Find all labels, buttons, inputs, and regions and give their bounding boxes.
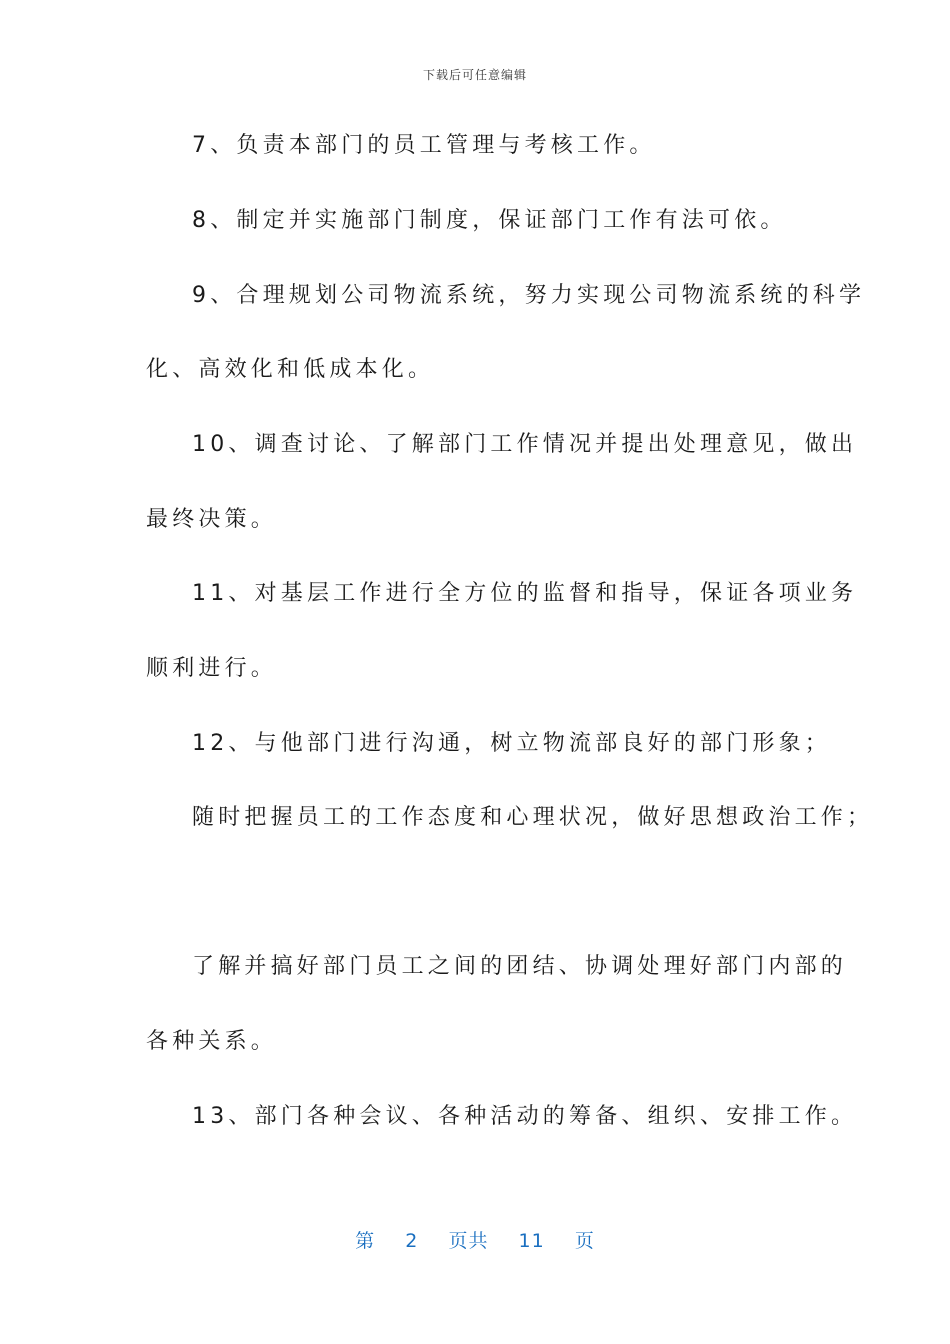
paragraph-line: 9、合理规划公司物流系统，努力实现公司物流系统的科学 [192,283,866,308]
paragraph-line: 7、负责本部门的员工管理与考核工作。 [192,133,656,158]
footer-middle: 页共 [448,1230,489,1252]
paragraph-line: 随时把握员工的工作态度和心理状况，做好思想政治工作； [192,805,874,830]
paragraph-line: 13、部门各种会议、各种活动的筹备、组织、安排工作。 [192,1104,858,1129]
header-note: 下载后可任意编辑 [422,68,527,82]
paragraph-line: 了解并搞好部门员工之间的团结、协调处理好部门内部的 [192,954,848,979]
paragraph-line: 10、调查讨论、了解部门工作情况并提出处理意见，做出 [192,432,858,457]
footer-page-number: 2 [405,1230,419,1252]
paragraph-line: 最终决策。 [146,507,278,532]
paragraph-line: 化、高效化和低成本化。 [146,357,435,382]
footer-total-pages: 11 [518,1230,545,1252]
paragraph-line: 各种关系。 [146,1029,278,1054]
page-footer [0,1226,950,1253]
footer-suffix: 页 [574,1230,595,1252]
paragraph-line: 顺利进行。 [146,656,278,681]
paragraph-line: 11、对基层工作进行全方位的监督和指导，保证各项业务 [192,581,858,606]
paragraph-line: 12、与他部门进行沟通，树立物流部良好的部门形象； [192,731,831,756]
footer-prefix: 第 [355,1230,376,1252]
paragraph-line: 8、制定并实施部门制度，保证部门工作有法可依。 [192,208,787,233]
